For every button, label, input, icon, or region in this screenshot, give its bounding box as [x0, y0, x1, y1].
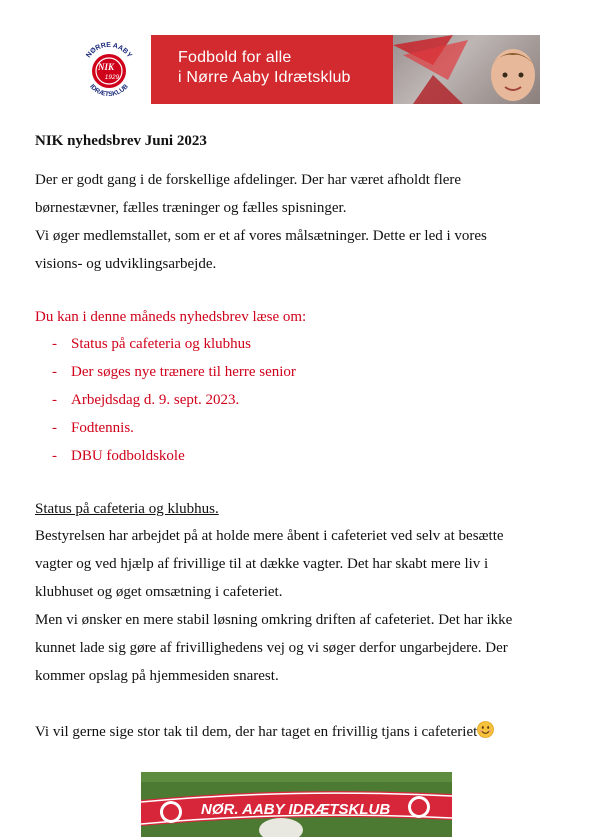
section-line: Bestyrelsen har arbejdet på at holde mere åbent i cafeteriet ved selv at besætte	[35, 528, 504, 544]
banner-photo	[393, 35, 540, 104]
section-line: vagter og ved hjælp af frivillige til at dække vagter. Det har skabt mere liv i	[35, 556, 489, 572]
list-marker: -	[52, 364, 57, 380]
list-marker: -	[52, 336, 57, 352]
scarf-text: NØR. AABY IDRÆTSKLUB	[201, 801, 391, 818]
toc-list	[35, 330, 296, 470]
list-marker: -	[52, 420, 57, 436]
intro-line: Vi øger medlemstallet, som er et af vores målsætninger. Dette er led i vores	[35, 228, 487, 244]
toc-item	[35, 442, 296, 470]
section-line: kunnet lade sig gøre af frivillighedens vej og vi søger derfor ungarbejdere. Der	[35, 640, 508, 656]
list-marker: -	[52, 392, 57, 408]
toc-item-label: DBU fodboldskole	[71, 448, 185, 464]
logo-monogram: NIK	[97, 62, 115, 72]
list-marker: -	[52, 448, 57, 464]
toc-item-label: Arbejdsdag d. 9. sept. 2023.	[71, 392, 240, 408]
section-line: Men vi ønsker en mere stabil løsning omkring driften af cafeteriet. Det har ikke	[35, 612, 513, 628]
newsletter-title: NIK nyhedsbrev Juni 2023	[35, 133, 207, 149]
club-scarf-photo	[141, 772, 452, 837]
thanks-line	[35, 718, 494, 746]
banner-line-1: Fodbold for alle	[178, 49, 292, 66]
intro-line: Der er godt gang i de forskellige afdelinger. Der har været afholdt flere	[35, 172, 462, 188]
section-line: kommer opslag på hjemmesiden snarest.	[35, 668, 279, 684]
toc-item	[35, 386, 296, 414]
section-heading-cafeteria: Status på cafeteria og klubhus.	[35, 501, 219, 517]
toc-item	[35, 358, 296, 386]
banner-text	[178, 48, 351, 88]
logo-top-text: NØRRE AABY	[85, 41, 133, 60]
toc-item-label: Fodtennis.	[71, 420, 134, 436]
thanks-text: Vi vil gerne sige stor tak til dem, der har taget en frivillig tjans i cafeteriet	[35, 724, 478, 740]
toc-item	[35, 414, 296, 442]
section-body-cafeteria	[35, 522, 512, 690]
banner-line-2: i Nørre Aaby Idrætsklub	[178, 69, 351, 86]
logo-bottom-text: IDRÆTSKLUB	[88, 83, 130, 99]
toc-item-label: Der søges nye trænere til herre senior	[71, 364, 296, 380]
section-line: klubhuset og øget omsætning i cafeteriet.	[35, 584, 283, 600]
toc-heading: Du kan i denne måneds nyhedsbrev læse om:	[35, 309, 307, 325]
toc-item	[35, 330, 296, 358]
intro-line: børnestævner, fælles træninger og fælles spisninger.	[35, 200, 347, 216]
toc-item-label: Status på cafeteria og klubhus	[71, 336, 251, 352]
logo-year: 1929	[104, 74, 120, 81]
intro-paragraph	[35, 166, 487, 278]
club-logo	[77, 34, 141, 104]
intro-line: visions- og udviklingsarbejde.	[35, 256, 217, 272]
header-banner	[151, 35, 540, 104]
smiley-icon	[477, 721, 494, 738]
